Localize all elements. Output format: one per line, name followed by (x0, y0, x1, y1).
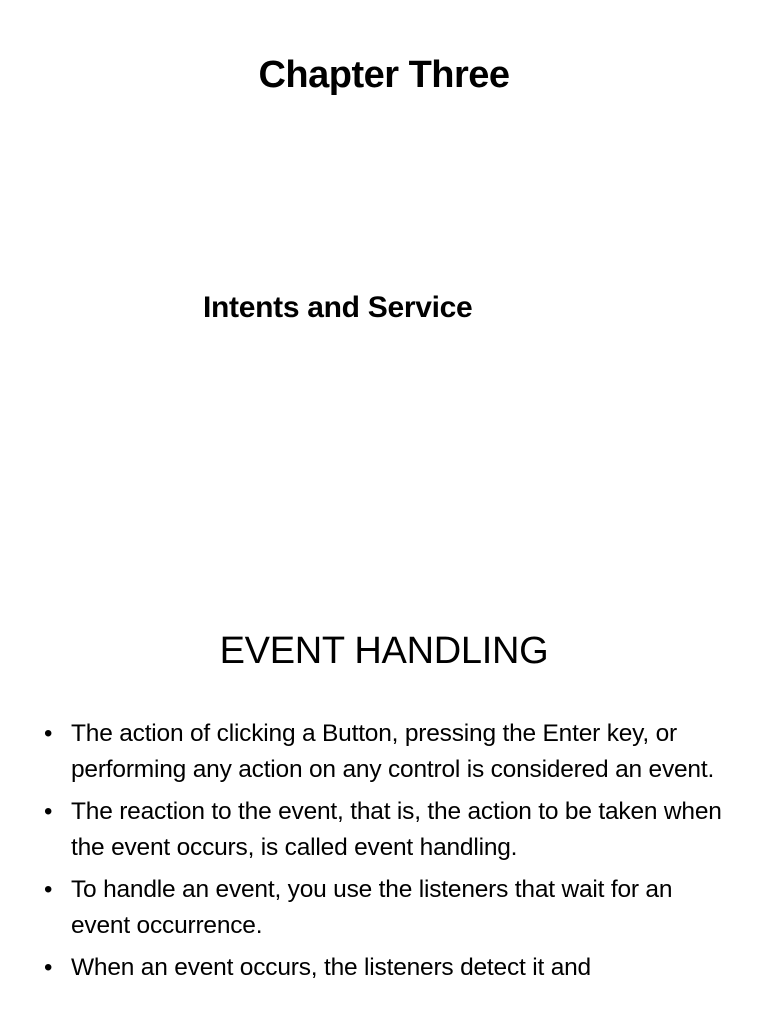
bullet-item (0, 950, 768, 986)
bullet-marker: • (44, 876, 53, 903)
bullet-text: To handle an event, you use the listeners that wait for an event occurrence. (71, 876, 673, 939)
section-title: Intents and Service (203, 291, 473, 324)
bullet-item (0, 872, 768, 944)
bullet-text: The reaction to the event, that is, the action to be taken when the event occurs, is called event handling. (71, 798, 722, 861)
bullet-list (0, 716, 768, 992)
bullet-text: The action of clicking a Button, pressing the Enter key, or performing any action on any control is considered an event. (71, 720, 715, 783)
bullet-item (0, 794, 768, 866)
slide-chapter (0, 0, 768, 190)
slide-section (0, 190, 768, 600)
bullet-item (0, 716, 768, 788)
chapter-title: Chapter Three (258, 54, 510, 96)
bullet-text: When an event occurs, the listeners detect it and (71, 954, 591, 981)
bullet-marker: • (44, 798, 53, 825)
bullet-marker: • (44, 954, 53, 981)
slide-heading: EVENT HANDLING (219, 630, 549, 672)
slide-event-handling (0, 600, 768, 1024)
bullet-marker: • (44, 720, 53, 747)
